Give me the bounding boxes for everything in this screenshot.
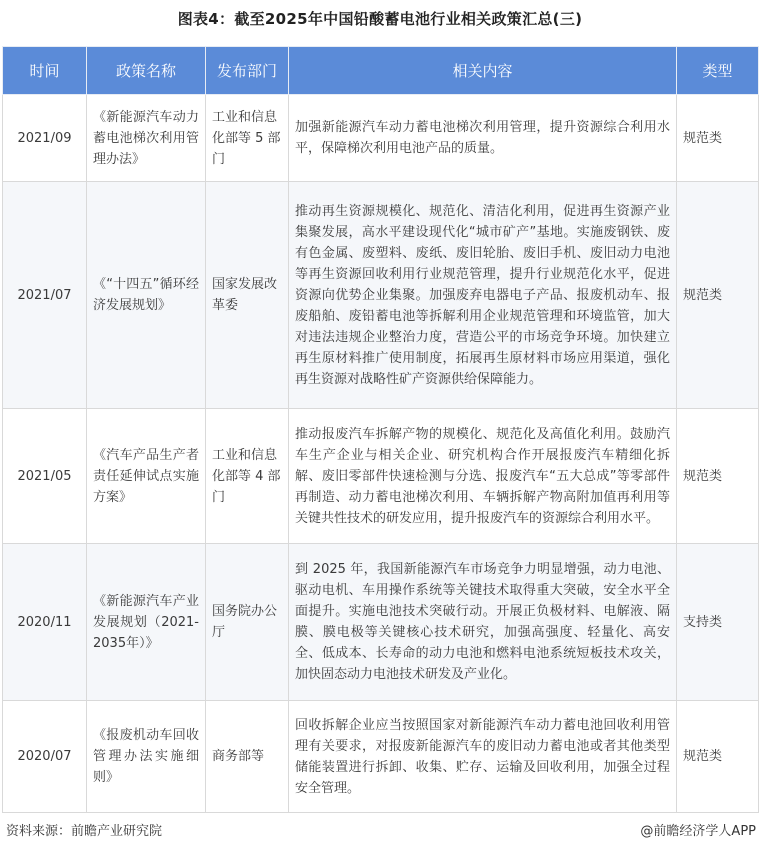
page-title: 图表4：截至2025年中国铅酸蓄电池行业相关政策汇总(三) — [177, 10, 583, 28]
cell-content: 推动再生资源规模化、规范化、清洁化利用，促进再生资源产业集聚发展，高水平建设现代化“城市矿产”基地。实施废钢铁、废有色金属、废塑料、废纸、废旧轮胎、废旧手机、废旧动力电池等再生资源回收利用行业规范管理，提升行业规范化水平，促进资源向优势企业集聚。加强废弃电器电子产品、报废机动车、报废船舶、废铅蓄电池等拆解利用企业规范管理和环境监管，加大对违法违规企业整治力度，营造公平的市场竞争环境。加快建立再生原材料推广使用制度，拓展再生原材料市场应用渠道，强化再生资源对战略性矿产资源供给保障能力。 — [289, 182, 677, 409]
cell-time: 2020/07 — [3, 701, 87, 813]
table-row — [3, 701, 759, 813]
cell-type: 规范类 — [677, 182, 759, 409]
cell-content: 加强新能源汽车动力蓄电池梯次利用管理，提升资源综合利用水平，保障梯次利用电池产品的质量。 — [289, 95, 677, 182]
table-header-row — [3, 47, 759, 95]
header-type: 类型 — [677, 47, 759, 95]
cell-policy-name: 《新能源汽车动力蓄电池梯次利用管理办法》 — [87, 95, 206, 182]
cell-policy-name: 《新能源汽车产业发展规划（2021-2035年）》 — [87, 544, 206, 701]
cell-type: 规范类 — [677, 409, 759, 544]
cell-policy-name: 《报废机动车回收管理办法实施细则》 — [87, 701, 206, 813]
cell-time: 2021/05 — [3, 409, 87, 544]
table-row — [3, 182, 759, 409]
cell-content: 推动报废汽车拆解产物的规模化、规范化及高值化利用。鼓励汽车生产企业与相关企业、研究机构合作开展报废汽车精细化拆解、废旧零部件快速检测与分选、报废汽车“五大总成”等零部件再制造、动力蓄电池梯次利用、车辆拆解产物高附加值再利用等关键共性技术的研发应用，提升报废汽车的资源综合利用水平。 — [289, 409, 677, 544]
cell-department: 工业和信息化部等 5 部门 — [206, 95, 289, 182]
cell-type: 规范类 — [677, 701, 759, 813]
header-department: 发布部门 — [206, 47, 289, 95]
header-policy-name: 政策名称 — [87, 47, 206, 95]
header-content: 相关内容 — [289, 47, 677, 95]
cell-type: 规范类 — [677, 95, 759, 182]
cell-content: 到 2025 年，我国新能源汽车市场竞争力明显增强，动力电池、驱动电机、车用操作系统等关键技术取得重大突破，安全水平全面提升。实施电池技术突破行动。开展正负极材料、电解液、隔膜、膜电极等关键核心技术研究，加强高强度、轻量化、高安全、低成本、长寿命的动力电池和燃料电池系统短板技术攻关，加快固态动力电池技术研发及产业化。 — [289, 544, 677, 701]
cell-department: 工业和信息化部等 4 部门 — [206, 409, 289, 544]
cell-department: 国家发展改革委 — [206, 182, 289, 409]
table-row — [3, 544, 759, 701]
cell-type: 支持类 — [677, 544, 759, 701]
source-note: 资料来源：前瞻产业研究院 — [6, 824, 163, 839]
policy-table — [2, 46, 759, 813]
cell-time: 2020/11 — [3, 544, 87, 701]
cell-time: 2021/09 — [3, 95, 87, 182]
cell-policy-name: 《汽车产品生产者责任延伸试点实施方案》 — [87, 409, 206, 544]
cell-time: 2021/07 — [3, 182, 87, 409]
brand-credit: @前瞻经济学人APP — [640, 824, 756, 839]
cell-department: 商务部等 — [206, 701, 289, 813]
table-row — [3, 95, 759, 182]
header-time: 时间 — [3, 47, 87, 95]
cell-department: 国务院办公厅 — [206, 544, 289, 701]
cell-policy-name: 《“十四五”循环经济发展规划》 — [87, 182, 206, 409]
table-row — [3, 409, 759, 544]
cell-content: 回收拆解企业应当按照国家对新能源汽车动力蓄电池回收利用管理有关要求，对报废新能源汽车的废旧动力蓄电池或者其他类型储能装置进行拆卸、收集、贮存、运输及回收利用，加强全过程安全管理。 — [289, 701, 677, 813]
